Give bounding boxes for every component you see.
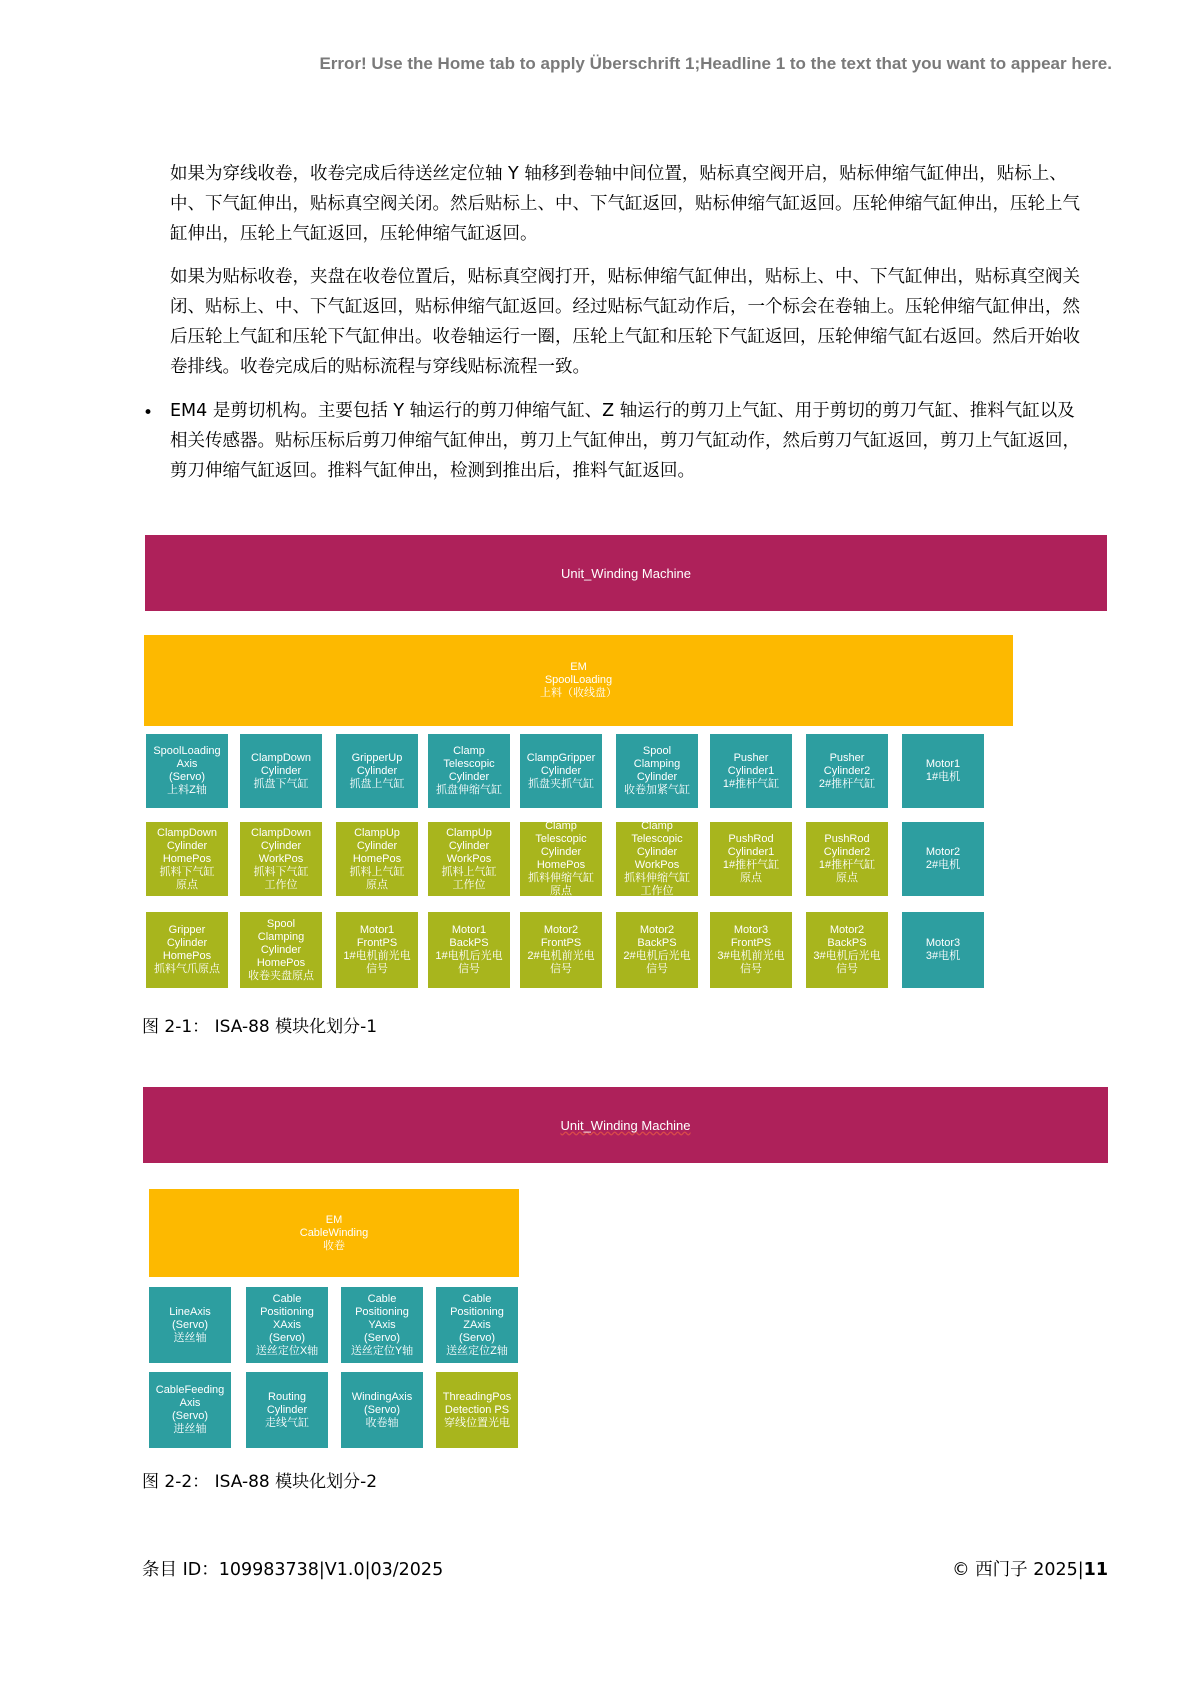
module-block-line: 工作位 bbox=[640, 885, 674, 896]
footer-copyright bbox=[952, 1556, 1108, 1581]
module-block bbox=[146, 912, 228, 988]
module-block-line: 信号 bbox=[458, 963, 480, 975]
module-block-line: 抓料下气缸 bbox=[159, 865, 215, 878]
module-block-line: Cylinder bbox=[636, 846, 678, 858]
module-block-line: Telescopic bbox=[443, 758, 495, 770]
page-header: Error! Use the Home tab to apply Überschrift 1;Headline 1 to the text that you want to appear here. bbox=[319, 54, 1112, 73]
em-block bbox=[149, 1189, 519, 1277]
module-block-line: 送丝轴 bbox=[173, 1331, 207, 1344]
module-block-line: 送丝定位Y轴 bbox=[350, 1344, 414, 1357]
module-block-line: Cable bbox=[367, 1292, 397, 1305]
module-block-line: (Servo) bbox=[171, 1318, 209, 1331]
module-block-line: YAxis bbox=[368, 1318, 396, 1331]
module-block bbox=[336, 822, 418, 896]
module-block-line: ClampDown bbox=[251, 751, 311, 764]
module-block bbox=[341, 1372, 423, 1448]
module-block-line: Cylinder bbox=[260, 839, 302, 852]
module-block bbox=[336, 734, 418, 808]
module-block-line: 抓料上气缸 bbox=[441, 865, 497, 878]
figure-caption: 图 2-2： ISA-88 模块化划分-2 bbox=[142, 1472, 378, 1492]
module-block bbox=[436, 1372, 518, 1448]
module-block-line: HomePos bbox=[256, 956, 306, 969]
module-block-line: 2#电机后光电 bbox=[623, 950, 691, 962]
module-block-line: Axis bbox=[176, 758, 198, 770]
page-number: 11 bbox=[1083, 1560, 1108, 1580]
module-block-line: Telescopic bbox=[631, 833, 683, 845]
module-block-line: 送丝定位Z轴 bbox=[446, 1344, 508, 1357]
module-block-line: 信号 bbox=[550, 963, 572, 975]
em-label-line: 收卷 bbox=[323, 1239, 345, 1252]
module-block-line: 1#推杆气缸 bbox=[818, 859, 876, 871]
figure-caption: 图 2-1： ISA-88 模块化划分-1 bbox=[142, 1017, 378, 1037]
module-block bbox=[149, 1287, 231, 1363]
module-block bbox=[520, 912, 602, 988]
module-block-line: Spool bbox=[266, 917, 296, 930]
module-block bbox=[616, 912, 698, 988]
module-block-line: Cylinder1 bbox=[727, 764, 775, 777]
module-block-line: 原点 bbox=[176, 878, 198, 891]
module-block-line: 走线气缸 bbox=[265, 1416, 309, 1429]
module-block-line: Cylinder bbox=[166, 839, 208, 852]
module-block-line: FrontPS bbox=[730, 937, 772, 949]
module-block-line: (Servo) bbox=[363, 1403, 401, 1416]
module-block-line: Cylinder1 bbox=[727, 846, 775, 858]
module-block-line: WorkPos bbox=[634, 859, 680, 871]
module-block-line: WindingAxis bbox=[351, 1390, 413, 1403]
module-block bbox=[428, 822, 510, 896]
em-label-line: EM bbox=[570, 661, 587, 673]
module-block bbox=[246, 1287, 328, 1363]
module-block-line: ClampUp bbox=[446, 826, 492, 839]
module-block-line: Pusher bbox=[733, 751, 769, 764]
module-block bbox=[806, 822, 888, 896]
module-block-line: 抓料伸缩气缸 bbox=[528, 872, 594, 884]
module-block bbox=[520, 822, 602, 896]
module-block-line: 进丝轴 bbox=[173, 1423, 207, 1435]
module-block-line: Cylinder bbox=[356, 764, 398, 777]
module-block-line: 3#电机前光电 bbox=[717, 950, 785, 962]
module-block-line: Axis bbox=[179, 1397, 201, 1409]
module-block-line: (Servo) bbox=[363, 1331, 401, 1344]
module-block-line: 信号 bbox=[366, 963, 388, 975]
module-block-line: 穿线位置光电 bbox=[444, 1416, 510, 1429]
module-block-line: 1#电机 bbox=[925, 771, 961, 783]
module-block-line: 原点 bbox=[366, 878, 388, 891]
module-block-line: HomePos bbox=[162, 852, 212, 865]
copyright-text: © 西门子 2025| bbox=[952, 1560, 1084, 1580]
module-block-line: Cylinder bbox=[448, 839, 490, 852]
module-block-line: Cylinder bbox=[260, 764, 302, 777]
module-block-line: HomePos bbox=[352, 852, 402, 865]
module-block bbox=[146, 734, 228, 808]
module-block-line: Positioning bbox=[355, 1305, 409, 1318]
module-block bbox=[428, 912, 510, 988]
module-block-line: Motor2 bbox=[543, 924, 579, 936]
module-block-line: Cylinder bbox=[260, 943, 302, 956]
module-block bbox=[428, 734, 510, 808]
module-block bbox=[240, 912, 322, 988]
em-label-line: 上料（收线盘） bbox=[540, 687, 617, 699]
module-block-line: Clamp bbox=[453, 745, 485, 757]
em-block bbox=[144, 635, 1013, 726]
module-block-line: Telescopic bbox=[535, 833, 587, 845]
module-block-line: BackPS bbox=[637, 937, 677, 949]
module-block-line: Motor2 bbox=[639, 924, 675, 936]
module-block-line: (Servo) bbox=[168, 771, 206, 783]
module-block-line: Motor2 bbox=[925, 846, 961, 858]
module-block bbox=[806, 912, 888, 988]
module-block-line: PushRod bbox=[824, 833, 870, 845]
module-block-line: Clamp bbox=[545, 822, 577, 832]
module-block-line: LineAxis bbox=[169, 1305, 211, 1318]
module-block-line: ClampGripper bbox=[526, 751, 596, 764]
module-block-line: Cable bbox=[462, 1292, 492, 1305]
module-block bbox=[341, 1287, 423, 1363]
module-block-line: Cylinder bbox=[540, 846, 582, 858]
module-block-line: Pusher bbox=[829, 751, 865, 764]
module-block-line: 原点 bbox=[740, 872, 762, 884]
module-block-line: PushRod bbox=[728, 833, 774, 845]
module-block-line: 上料Z轴 bbox=[167, 784, 207, 796]
module-block bbox=[902, 822, 984, 896]
module-block bbox=[710, 734, 792, 808]
module-block-line: 抓料气爪原点 bbox=[154, 963, 220, 975]
module-block bbox=[520, 734, 602, 808]
module-block-line: WorkPos bbox=[446, 852, 492, 865]
module-block bbox=[806, 734, 888, 808]
module-block-line: 抓料下气缸 bbox=[253, 865, 309, 878]
module-block-line: 抓料上气缸 bbox=[349, 865, 405, 878]
module-block-line: 抓盘夹抓气缸 bbox=[528, 777, 594, 790]
module-block-line: Cylinder bbox=[636, 771, 678, 783]
module-block-line: 收卷轴 bbox=[365, 1416, 399, 1429]
module-block-line: 3#电机后光电 bbox=[813, 950, 881, 962]
module-block-line: Cylinder bbox=[448, 771, 490, 783]
module-block-line: Positioning bbox=[260, 1305, 314, 1318]
module-block-line: 1#推杆气缸 bbox=[722, 859, 780, 871]
module-block-line: Motor2 bbox=[829, 924, 865, 936]
module-block-line: 信号 bbox=[646, 963, 668, 975]
module-block-line: BackPS bbox=[827, 937, 867, 949]
module-block bbox=[336, 912, 418, 988]
module-block-line: Clamping bbox=[257, 930, 305, 943]
module-block-line: Cylinder2 bbox=[823, 764, 871, 777]
module-block-line: Cylinder bbox=[540, 764, 582, 777]
unit-banner bbox=[143, 1087, 1108, 1163]
module-block bbox=[240, 822, 322, 896]
bullet-em4-text: EM4 是剪切机构。主要包括 Y 轴运行的剪刀伸缩气缸、Z 轴运行的剪刀上气缸、用于剪切的剪刀气缸、推料气缸以及相关传感器。贴标压标后剪刀伸缩气缸伸出，剪刀上气缸伸出，剪刀气缸动作，然后剪刀气缸返回，剪刀上气缸返回，剪刀伸缩气缸返回。推料气缸伸出，检测到推出后，推料气缸返回。 bbox=[170, 401, 1080, 481]
module-block-line: Positioning bbox=[450, 1305, 504, 1318]
module-block-line: 抓料伸缩气缸 bbox=[624, 872, 690, 884]
footer-item-id: 条目 ID：109983738|V1.0|03/2025 bbox=[142, 1560, 444, 1580]
module-block-line: BackPS bbox=[449, 937, 489, 949]
module-block-line: 2#电机 bbox=[925, 859, 961, 871]
module-block bbox=[240, 734, 322, 808]
module-block-line: ClampDown bbox=[251, 826, 311, 839]
module-block-line: Cable bbox=[272, 1292, 302, 1305]
unit-banner: Unit_Winding Machine bbox=[145, 535, 1107, 611]
module-block-line: ThreadingPos bbox=[442, 1390, 512, 1403]
module-block-line: WorkPos bbox=[258, 852, 304, 865]
module-block-line: 3#电机 bbox=[925, 950, 961, 962]
module-block-line: 收卷夹盘原点 bbox=[248, 969, 314, 982]
module-block-line: 信号 bbox=[836, 963, 858, 975]
module-block bbox=[902, 912, 984, 988]
module-block-line: Cylinder bbox=[266, 1403, 308, 1416]
module-block-line: 送丝定位X轴 bbox=[255, 1344, 319, 1357]
module-block bbox=[246, 1372, 328, 1448]
module-block-line: 1#电机前光电 bbox=[343, 950, 411, 962]
module-block-line: Motor1 bbox=[359, 924, 395, 936]
module-block bbox=[616, 734, 698, 808]
module-block-line: HomePos bbox=[162, 950, 212, 962]
module-block-line: ClampDown bbox=[157, 826, 217, 839]
unit-banner-label: Unit_Winding Machine bbox=[560, 1117, 691, 1133]
module-block-line: HomePos bbox=[536, 859, 586, 871]
paragraph-threading-winding: 如果为穿线收卷，收卷完成后待送丝定位轴 Y 轴移到卷轴中间位置，贴标真空阀开启，贴标伸缩气缸伸出，贴标上、中、下气缸伸出，贴标真空阀关闭。然后贴标上、中、下气缸返回，贴标伸缩气缸返回。压轮伸缩气缸伸出，压轮上气缸伸出，压轮上气缸返回，压轮伸缩气缸返回。 bbox=[170, 164, 1080, 244]
module-block-line: 1#推杆气缸 bbox=[722, 777, 780, 790]
module-block-line: Cylinder bbox=[356, 839, 398, 852]
module-block-line: 1#电机后光电 bbox=[435, 950, 503, 962]
module-block bbox=[616, 822, 698, 896]
module-block bbox=[710, 822, 792, 896]
module-block-line: (Servo) bbox=[458, 1331, 496, 1344]
module-block-line: 原点 bbox=[836, 872, 858, 884]
module-block-line: Clamping bbox=[633, 758, 681, 770]
module-block bbox=[149, 1372, 231, 1448]
module-block bbox=[436, 1287, 518, 1363]
module-block-line: 工作位 bbox=[264, 878, 298, 891]
module-block-line: 信号 bbox=[740, 963, 762, 975]
module-block-line: ZAxis bbox=[463, 1318, 491, 1331]
module-block-line: Motor1 bbox=[451, 924, 487, 936]
module-block bbox=[710, 912, 792, 988]
module-block bbox=[902, 734, 984, 808]
module-block-line: Motor3 bbox=[733, 924, 769, 936]
paragraph-label-winding: 如果为贴标收卷，夹盘在收卷位置后，贴标真空阀打开，贴标伸缩气缸伸出，贴标上、中、下气缸伸出，贴标真空阀关闭、贴标上、中、下气缸返回，贴标伸缩气缸返回。经过贴标气缸动作后，一个标会在卷轴上。压轮伸缩气缸伸出，然后压轮上气缸和压轮下气缸伸出。收卷轴运行一圈，压轮上气缸和压轮下气缸返回，压轮伸缩气缸右返回。然后开始收卷排线。收卷完成后的贴标流程与穿线贴标流程一致。 bbox=[170, 267, 1080, 377]
module-block-line: Motor3 bbox=[925, 937, 961, 949]
bullet-dot: • bbox=[143, 403, 154, 423]
module-block-line: XAxis bbox=[272, 1318, 302, 1331]
em-label-line: SpoolLoading bbox=[544, 674, 613, 686]
module-block-line: 工作位 bbox=[452, 878, 486, 891]
module-block-line: FrontPS bbox=[540, 937, 582, 949]
module-block-line: SpoolLoading bbox=[153, 745, 221, 757]
module-block-line: 抓盘下气缸 bbox=[253, 777, 309, 790]
module-block bbox=[146, 822, 228, 896]
module-block-line: Motor1 bbox=[925, 758, 961, 770]
module-block-line: 抓盘上气缸 bbox=[349, 777, 405, 790]
module-block-line: 2#电机前光电 bbox=[527, 950, 595, 962]
module-block-line: Cylinder2 bbox=[823, 846, 871, 858]
module-block-line: ClampUp bbox=[354, 826, 400, 839]
module-block-line: Clamp bbox=[641, 822, 673, 832]
module-block-line: FrontPS bbox=[356, 937, 398, 949]
module-block-line: 收卷加紧气缸 bbox=[624, 784, 690, 796]
em-label-line: CableWinding bbox=[299, 1226, 369, 1239]
module-block-line: GripperUp bbox=[351, 751, 403, 764]
module-block-line: (Servo) bbox=[268, 1331, 306, 1344]
module-block-line: (Servo) bbox=[171, 1410, 209, 1422]
em-label-line: EM bbox=[325, 1213, 343, 1226]
module-block-line: 原点 bbox=[550, 885, 572, 896]
module-block-line: Gripper bbox=[168, 924, 206, 936]
module-block-line: CableFeeding bbox=[155, 1384, 225, 1396]
module-block-line: Spool bbox=[642, 745, 672, 757]
module-block-line: 抓盘伸缩气缸 bbox=[436, 784, 502, 796]
module-block-line: Routing bbox=[268, 1390, 306, 1403]
module-block-line: Detection PS bbox=[444, 1403, 510, 1416]
module-block-line: Cylinder bbox=[166, 937, 208, 949]
module-block-line: 2#推杆气缸 bbox=[818, 777, 876, 790]
